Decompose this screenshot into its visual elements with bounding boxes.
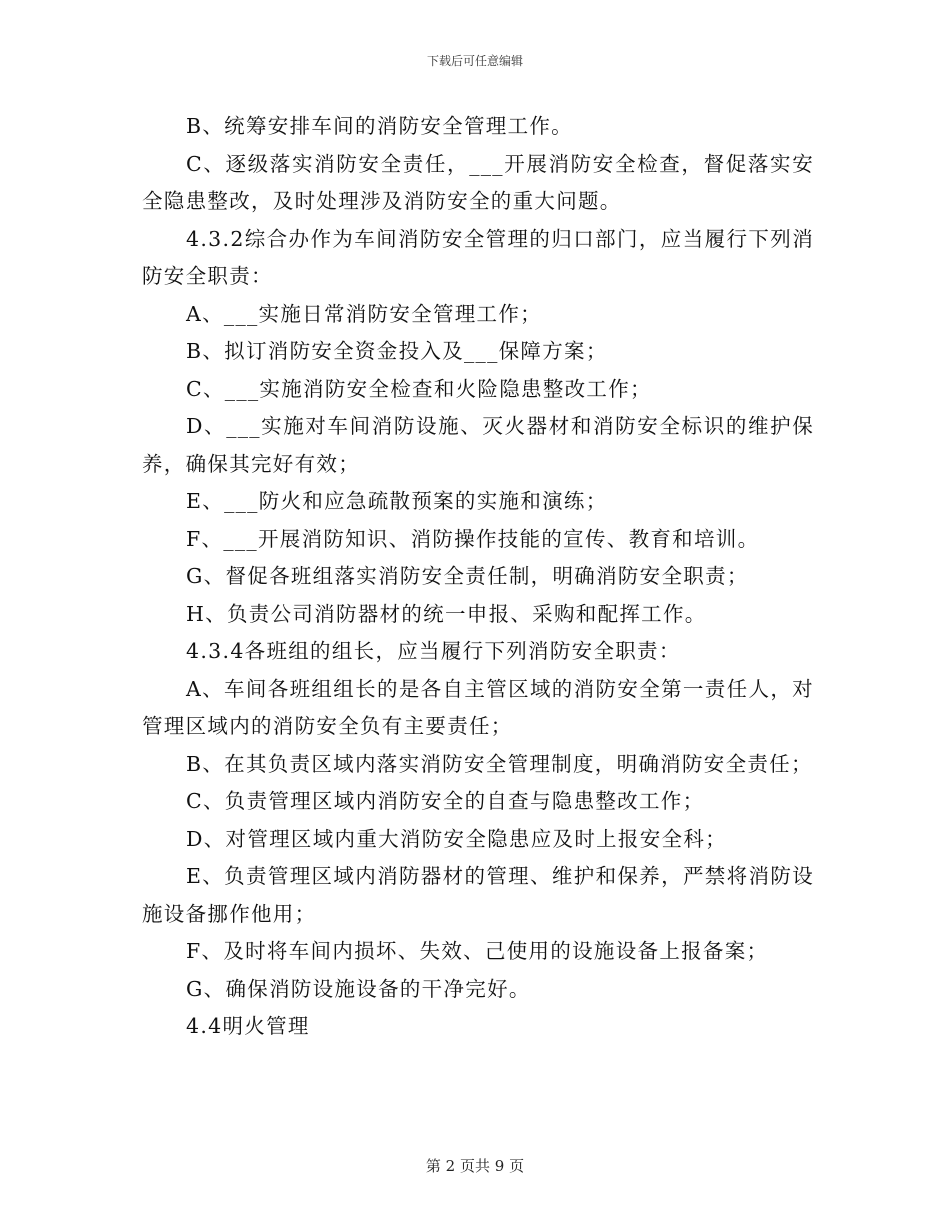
list-item: C、负责管理区域内消防安全的自查与隐患整改工作； <box>186 789 705 813</box>
list-item: E、___防火和应急疏散预案的实施和演练； <box>186 489 608 513</box>
list-item: H、负责公司消防器材的统一申报、采购和配挥工作。 <box>186 601 707 626</box>
list-item: A、___实施日常消防安全管理工作； <box>186 301 542 326</box>
paragraph: C、逐级落实消防安全责任，___开展消防安全检查，督促落实安全隐患整改，及时处理涉及消防安全的重大问题。 <box>142 151 814 213</box>
list-item: E、负责管理区域内消防器材的管理、维护和保养，严禁将消防设施设备挪作他用； <box>142 864 814 926</box>
list-item: F、___开展消防知识、消防操作技能的宣传、教育和培训。 <box>186 526 760 551</box>
list-item: F、及时将车间内损坏、失效、己使用的设施设备上报备案； <box>186 939 769 963</box>
list-item: G、确保消防设施设备的干净完好。 <box>186 976 531 1001</box>
list-item: A、车间各班组组长的是各自主管区域的消防安全第一责任人，对管理区域内的消防安全负有主要责任； <box>142 676 814 738</box>
section-heading: 4.4明火管理 <box>186 1014 310 1038</box>
section-heading: 4.3.2综合办作为车间消防安全管理的归口部门，应当履行下列消防安全职责： <box>142 226 814 288</box>
list-item: B、拟订消防安全资金投入及___保障方案； <box>186 339 608 363</box>
list-item: G、督促各班组落实消防安全责任制，明确消防安全职责； <box>186 564 749 588</box>
page-header: 下载后可任意编辑 <box>426 54 523 68</box>
list-item: C、___实施消防安全检查和火险隐患整改工作； <box>186 376 652 401</box>
list-item: B、在其负责区域内落实消防安全管理制度，明确消防安全责任； <box>186 751 813 776</box>
paragraph: B、统筹安排车间的消防安全管理工作。 <box>186 114 573 138</box>
list-item: D、___实施对车间消防设施、灭火器材和消防安全标识的维护保养，确保其完好有效； <box>142 414 814 476</box>
document-body <box>142 108 814 1046</box>
list-item: D、对管理区域内重大消防安全隐患应及时上报安全科； <box>186 826 727 851</box>
section-heading: 4.3.4各班组的组长，应当履行下列消防安全职责： <box>186 639 681 663</box>
page-number-footer: 第 2 页共 9 页 <box>425 1157 525 1175</box>
